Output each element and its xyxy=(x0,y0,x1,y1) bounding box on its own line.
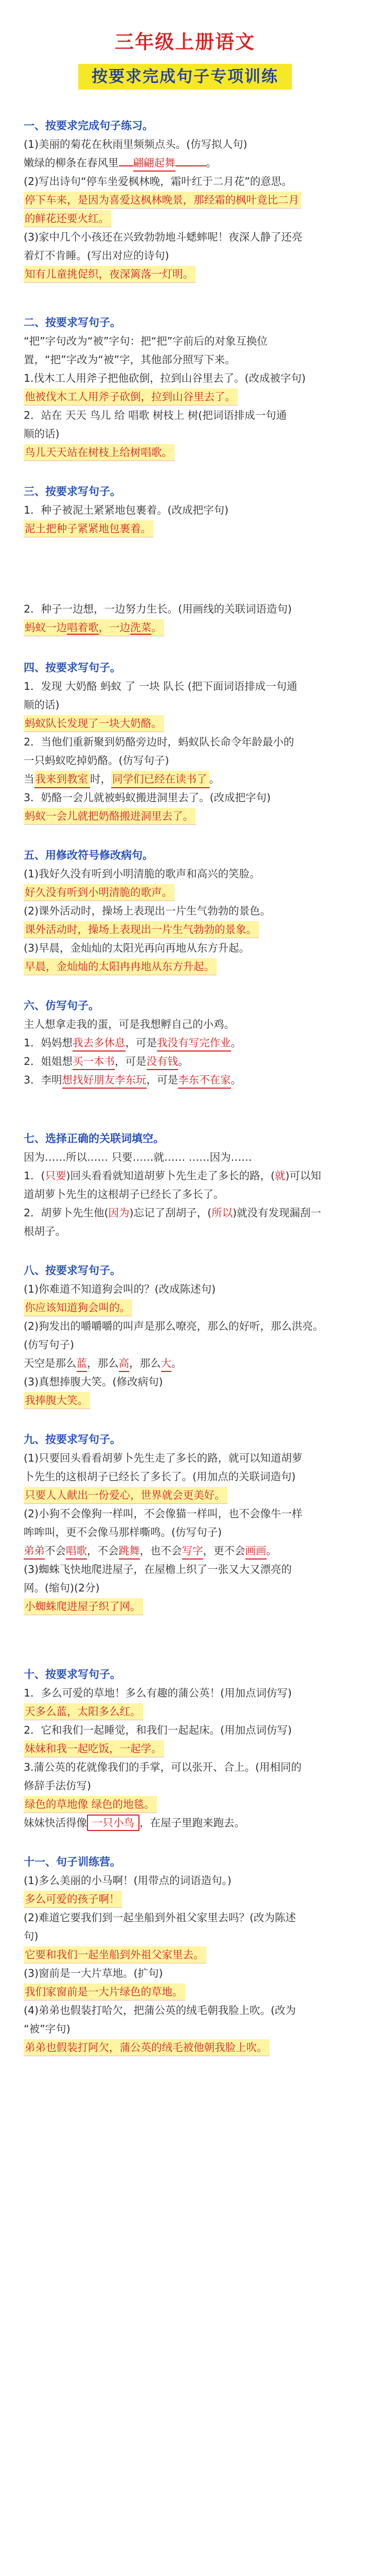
section-5: 五、用修改符号修改病句。 (1)我好久没有听到小明清脆的歌声和高兴的笑脸。 好久没有听到小明清脆的歌声。 (2)课外活动时，操场上表现出一片生气勃勃的景色。 课外活动时，操场上表现出一片生气勃勃的景象。 (3)早晨，金灿灿的太阳光再向再地从东方升起。 早晨，金灿灿的太阳冉冉地从东方升起。 xyxy=(24,846,346,976)
answer-text: 我捧腹大笑。 xyxy=(24,1392,90,1409)
content xyxy=(24,116,346,2057)
page-title: 三年级上册语文 xyxy=(115,31,255,53)
answer-text: 蚂蚁一会儿就把奶酪搬进洞里去了。 xyxy=(24,808,196,825)
answer-fill: 翩翩起舞 xyxy=(133,155,175,172)
answer-text: 弟弟也假装打阿欠，蒲公英的绒毛被他朝我脸上吹。 xyxy=(24,2039,270,2056)
answer-text: 他被伐木工人用斧子砍倒，拉到山谷里去了。 xyxy=(24,388,238,405)
question-text: (2)写出诗句“停车坐爱枫林晚，霜叶红于二月花”的意思。 xyxy=(24,175,292,188)
answer-text: 停下车来，是因为喜爱这枫林晚景，那经霜的枫叶竟比二月 xyxy=(24,192,301,209)
answer-line: 嫩绿的柳条在春风里 翩翩起舞 。 xyxy=(24,154,346,172)
section-1 xyxy=(24,116,346,283)
answer-text: 好久没有听到小明清脆的歌声。 xyxy=(24,884,174,901)
section-heading: 八、按要求写句子。 xyxy=(24,1264,121,1277)
section-heading: 三、按要求写句子。 xyxy=(24,485,121,498)
answer-text: 只要人人献出一份爱心，世界就会更美好。 xyxy=(24,1487,227,1504)
section-heading: 四、按要求写句子。 xyxy=(24,662,121,674)
section-heading: 十一、句子训练营。 xyxy=(24,1856,121,1868)
question-text: (1)美丽的菊花在秋雨里频频点头。(仿写拟人句) xyxy=(24,138,248,150)
answer-text: 知有儿童挑促织，夜深篱落一灯明。 xyxy=(24,266,196,283)
section-9: 九、按要求写句子。 (1)只要回头看看胡萝卜先生走了多长的路，就可以知道胡萝 卜先生的这根胡子已经长了多长了。(用加点的关联词造句) 只要人人献出一份爱心，世界就会更美好。 (2)小狗不会像狗一样叫，不会像猫一样叫，也不会像牛一样 哞哞叫，更不会像马那样嘶鸣。(仿写句子) 弟弟不会唱歌，不会跳舞，也不会写字，更不会画画。 (3)蜘蛛飞快地爬进屋子，在屋檐上织了一张又大又漂亮的 网。(缩句)(2分) 小蜘蛛爬进屋子织了网。 xyxy=(24,1430,346,1616)
answer-text: 早晨，金灿灿的太阳冉冉地从东方升起。 xyxy=(24,958,217,975)
section-heading: 十、按要求写句子。 xyxy=(24,1668,121,1681)
section-3: 三、按要求写句子。 1．种子被泥土紧紧地包裹着。(改成把字句) 泥土把种子紧紧地包裹着。 2．种子一边想，一边努力生长。(用画线的关联词语造句) 蚂蚁一边唱着歌，一边洗菜。 xyxy=(24,482,346,637)
question-text: (3)家中几个小孩还在兴致勃勃地斗蟋蟀呢！夜深人静了还亮 xyxy=(24,231,303,243)
answer-text: 课外活动时，操场上表现出一片生气勃勃的景象。 xyxy=(24,921,259,938)
section-11: 十一、句子训练营。 (1)多么美丽的小马啊！(用带点的词语造句。) 多么可爱的孩子啊！ (2)难道它要我们到一起坐船到外祖父家里去吗？(改为陈述 句) 它要和我们一起坐船到外祖父家里去。 (3)窗前是一大片草地。(扩句) 我们家窗前是一大片绿色的草地。 (4)弟弟也假装打哈欠，把蒲公英的绒毛朝我脸上吹。(改为 “被”字句) 弟弟也假装打阿欠，蒲公英的绒毛被他朝我脸上吹。 xyxy=(24,1853,346,2057)
section-heading: 二、按要求写句子。 xyxy=(24,316,121,329)
section-heading: 七、选择正确的关联词填空。 xyxy=(24,1132,164,1145)
answer-box: 一只小鸟 xyxy=(87,1815,139,1831)
section-heading: 一、按要求完成句子练习。 xyxy=(24,120,153,132)
section-heading: 九、按要求写句子。 xyxy=(24,1433,121,1446)
question-text: 着灯不肯睡。(写出对应的诗句) xyxy=(24,249,169,262)
page-subtitle: 按要求完成句子专项训练 xyxy=(78,64,292,90)
answer-text: 蚂蚁队长发现了一块大奶酪。 xyxy=(24,715,164,732)
answer-text: 天多么蓝，太阳多么红。 xyxy=(24,1703,143,1720)
answer-text: 它要和我们一起坐船到外祖父家里去。 xyxy=(24,1946,206,1963)
answer-text: 你应该知道狗会叫的。 xyxy=(24,1299,132,1316)
answer-text: 我们家窗前是一大片绿色的草地。 xyxy=(24,1984,185,2001)
answer-text: 鸟儿天天站在树枝上给树唱歌。 xyxy=(24,444,174,461)
section-10: 十、按要求写句子。 1．多么可爱的草地！多么有趣的蒲公英！(用加点词仿写) 天多么蓝，太阳多么红。 2．它和我们一起睡觉，和我们一起起床。(用加点词仿写) 妹妹和我一起吃饭，一起学。 3.蒲公英的花就像我们的手掌，可以张开、合上。(用相同的 修辞手法仿写) 绿色的草地像 绿色的地毯。 妹妹快活得像 一只小鸟 ，在屋子里跑来跑去。 xyxy=(24,1665,346,1832)
answer-text: 绿色的草地像 绿色的地毯。 xyxy=(24,1796,157,1813)
section-heading: 五、用修改符号修改病句。 xyxy=(24,849,153,861)
answer-text: 泥土把种子紧紧地包裹着。 xyxy=(24,520,153,537)
section-8: 八、按要求写句子。 (1)你难道不知道狗会叫的？(改成陈述句) 你应该知道狗会叫的。 (2)狗发出的嚼嚼嚼的叫声是那么嘹亮，那么的好听，那么洪亮。 (仿写句子) 天空是那么蓝，那么高，那么大。 (3)真想捧腹大笑。(修改病句) 我捧腹大笑。 xyxy=(24,1261,346,1410)
section-7: 七、选择正确的关联词填空。 因为……所以…… 只要……就…… ……因为…… 1．(只要)回头看看就知道胡萝卜先生走了多长的路，(就)可以知 道胡萝卜先生的这根胡子已经长了多长了。 2．胡萝卜先生他(因为)忘记了刮胡子，(所以)就没有发现漏刮一 根胡子。 xyxy=(24,1129,346,1241)
answer-text: 妹妹和我一起吃饭，一起学。 xyxy=(24,1740,164,1757)
section-4: 四、按要求写句子。 1．发现 大奶酪 蚂蚁 了 一块 队长 (把下面词语排成一句通 顺的话) 蚂蚁队长发现了一块大奶酪。 2．当他们重新聚到奶酪旁边时，蚂蚁队长命令年龄最小的 一只蚂蚁吃掉奶酪。(仿写句子) 当我来到教室 时，同学们已经在读书了 。 3．奶酪一会儿就被蚂蚁搬进洞里去了。(改成把字句) 蚂蚁一会儿就把奶酪搬进洞里去了。 xyxy=(24,658,346,825)
section-6: 六、仿写句子。 主人想拿走我的蛋，可是我想孵自己的小鸡。 1．妈妈想我去多休息，可是我没有写完作业。 2．姐姐想买一本书，可是没有钱。 3．李明想找好朋友李东玩，可是李东不在家。 xyxy=(24,996,346,1089)
answer-text: 小蜘蛛爬进屋子织了网。 xyxy=(24,1598,143,1615)
section-2: 二、按要求写句子。 “把”字句改为“被”字句：把“把”字前后的对象互换位 置，“把”字改为“被”字，其他部分照写下来。 1.伐木工人用斧子把他砍倒，拉到山谷里去了。(改成被字句) 他被伐木工人用斧子砍倒，拉到山谷里去了。 2．站在 天天 鸟儿 给 唱歌 树枝上 树(把词语排成一句通 顺的话) 鸟儿天天站在树枝上给树唱歌。 xyxy=(24,313,346,462)
answer-text: 多么可爱的孩子啊！ xyxy=(24,1891,122,1908)
answer-text: 的鲜花还要火红。 xyxy=(24,210,111,227)
section-heading: 六、仿写句子。 xyxy=(24,999,99,1012)
